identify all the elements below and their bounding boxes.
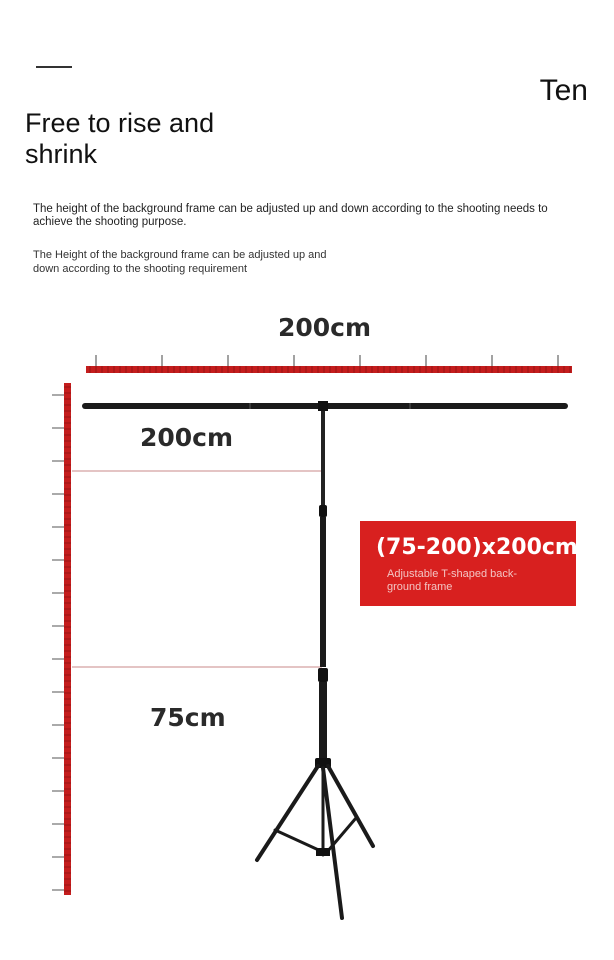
crossbar-width-label: 200cm xyxy=(140,423,234,452)
vertical-ruler xyxy=(52,383,71,895)
tripod-legs xyxy=(257,766,373,918)
callout-caption xyxy=(387,568,557,594)
brand-label: Ten xyxy=(539,74,588,107)
ruler-width-label: 200cm xyxy=(278,313,372,342)
headline-line-1: Free to rise and xyxy=(25,108,215,138)
description-paragraph-1: The height of the background frame can be adjusted up and down according to the shooting needs to achieve the shooting purpose. xyxy=(33,203,548,228)
description-paragraph-2-line-2: down according to the shooting requirement xyxy=(33,262,248,275)
stand-pole xyxy=(315,411,331,768)
description-paragraph-2-line-1: The Height of the background frame can be adjusted up and xyxy=(33,249,327,261)
horizontal-ruler xyxy=(86,355,572,373)
crossbar xyxy=(82,401,568,411)
size-range-label: (75-200)x200cm xyxy=(376,535,578,560)
callout-caption-line-2: ground frame xyxy=(387,581,453,593)
min-height-label: 75cm xyxy=(150,703,226,732)
headline-line-2: shrink xyxy=(25,139,98,169)
callout-caption-line-1: Adjustable T-shaped back- xyxy=(387,568,518,580)
